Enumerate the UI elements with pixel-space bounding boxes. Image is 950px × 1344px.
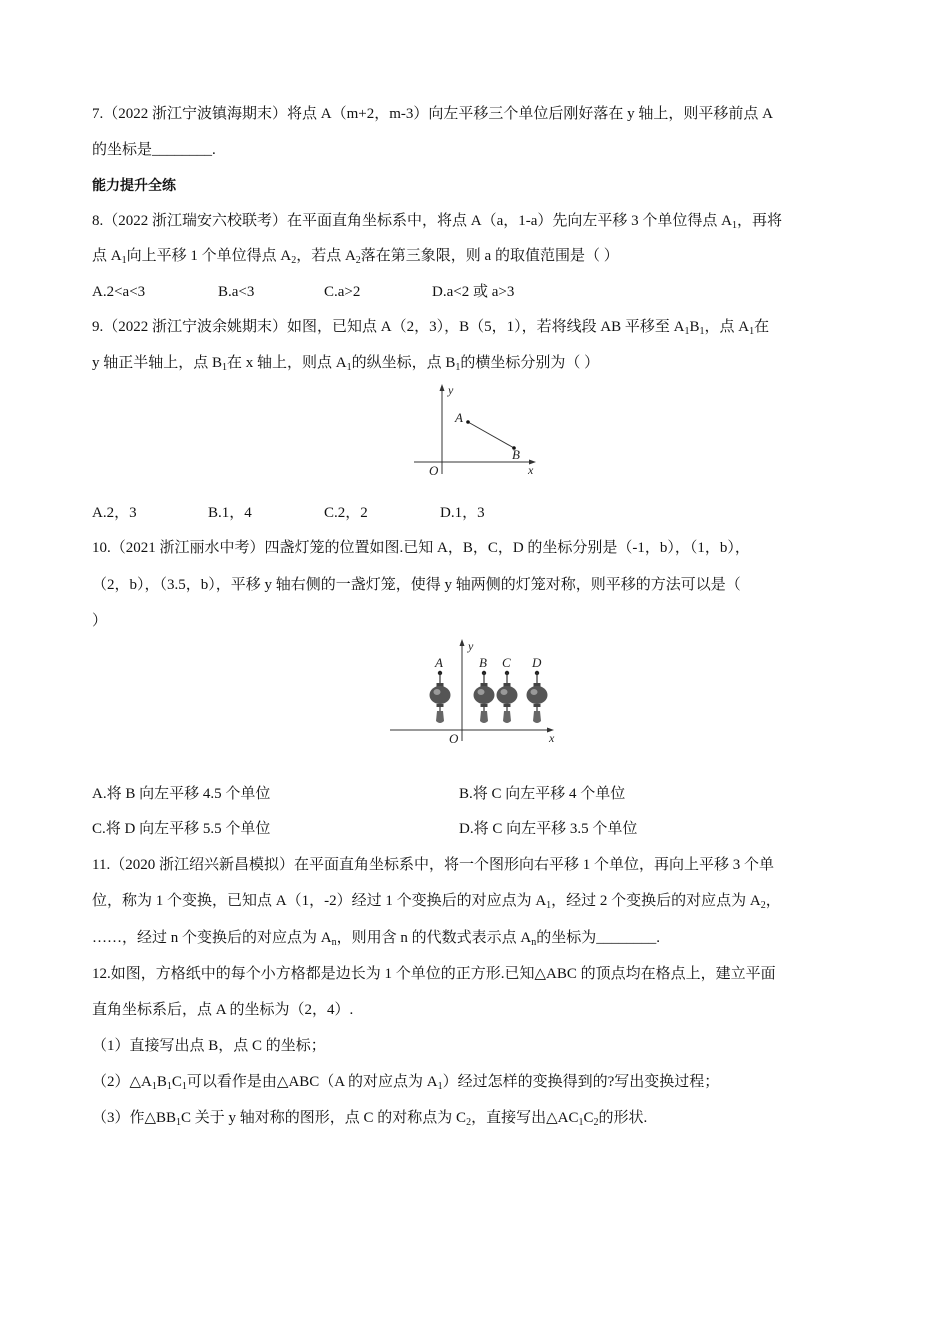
q11-line3: ……，经过 n 个变换后的对应点为 $A_n$，则用含 n 的代数式表示点 $A_n$的坐标为________.: [92, 930, 660, 948]
q12-line1: 12.如图，方格纸中的每个小方格都是边长为 1 个单位的正方形.已知△ABC 的顶点均在格点上，建立平面: [92, 966, 776, 982]
q10-label-a: A: [435, 655, 443, 670]
q9-y-arrow: [440, 384, 445, 391]
q9-option-d: D.1，3: [440, 505, 485, 521]
q9-option-c: C.2，2: [324, 505, 368, 521]
q7-line2: 的坐标是________.: [92, 142, 216, 158]
q9-option-a: A.2，3: [92, 505, 137, 521]
q9-y-label: y: [448, 383, 454, 397]
q10-line3: ）: [92, 613, 108, 629]
q10-origin-label: O: [449, 731, 459, 746]
q10-figure: [388, 636, 560, 746]
q8-option-b: B.a<3: [218, 284, 255, 300]
q10-option-a: A.将 B 向左平移 4.5 个单位: [92, 786, 271, 802]
q10-line1: 10.（2021 浙江丽水中考）四盏灯笼的位置如图.已知 A，B，C，D 的坐标分别是（-1，b），（1，b），: [92, 540, 750, 556]
q7-line1: 7.（2022 浙江宁波镇海期末）将点 A（m+2，m-3）向左平移三个单位后刚好落在 y 轴上，则平移前点 A: [92, 106, 773, 122]
q9-label-b: B: [512, 447, 520, 462]
q9-figure: [410, 382, 540, 478]
q8-option-d: D.a<2 或 a>3: [432, 284, 515, 300]
q9-segment-ab: [468, 422, 514, 448]
q10-y-arrow: [460, 639, 465, 646]
q9-option-b: B.1，4: [208, 505, 252, 521]
q9-line1: 9.（2022 浙江宁波余姚期末）如图，已知点 A（2，3），B（5，1），若将线段 AB 平移至 $A_1B_1$，点 $A_1$在: [92, 319, 770, 337]
q9-origin-label: O: [429, 463, 439, 478]
q9-line2: y 轴正半轴上，点 $B_1$在 x 轴上，则点 $A_1$的纵坐标，点 $B_1$的横坐标分别为（ ）: [92, 355, 600, 373]
q11-line1: 11.（2020 浙江绍兴新昌模拟）在平面直角坐标系中，将一个图形向右平移 1 个单位，再向上平移 3 个单: [92, 857, 774, 873]
q12-part1: （1）直接写出点 B，点 C 的坐标；: [92, 1038, 326, 1054]
q12-line2: 直角坐标系后，点 A 的坐标为（2，4）.: [92, 1002, 354, 1018]
q10-x-label: x: [549, 731, 555, 745]
q10-y-label: y: [468, 639, 474, 653]
q9-x-label: x: [528, 463, 534, 477]
q10-label-d: D: [532, 655, 542, 670]
section-title: 能力提升全练: [92, 178, 176, 194]
q10-option-b: B.将 C 向左平移 4 个单位: [459, 786, 626, 802]
q10-line2: （2，b），（3.5，b），平移 y 轴右侧的一盏灯笼，使得 y 轴两侧的灯笼对称，则平移的方法可以是（: [92, 577, 741, 593]
q10-lantern-a: [430, 671, 451, 723]
q10-option-d: D.将 C 向左平移 3.5 个单位: [459, 821, 638, 837]
q8-option-c: C.a>2: [324, 284, 361, 300]
q10-option-c: C.将 D 向左平移 5.5 个单位: [92, 821, 271, 837]
q8-line2: 点 $A_1$向上平移 1 个单位得点 $A_2$，若点 $A_2$落在第三象限，则 a 的取值范围是（ ）: [92, 248, 619, 266]
q11-line2: 位，称为 1 个变换，已知点 A（1，-2）经过 1 个变换后的对应点为 $A_1$，经过 2 个变换后的对应点为 $A_2$，: [92, 893, 781, 911]
q12-part3: （3）作$\triangle BB_1C$ 关于 y 轴对称的图形，点 C 的对称点为 $C_2$，直接写出$\triangle AC_1C_2$的形状.: [92, 1110, 648, 1128]
q8-line1: 8.（2022 浙江瑞安六校联考）在平面直角坐标系中，将点 A（a，1-a）先向左平移 3 个单位得点 $A_1$，再将: [92, 213, 782, 231]
q10-label-c: C: [502, 655, 511, 670]
q9-point-a: [466, 420, 470, 424]
q10-lantern-d: [527, 671, 548, 723]
q12-part2: $(2)\triangle A_1B_1C_1$可以看作是由△ABC（A 的对应点为 $A_1$）经过怎样的变换得到的?写出变换过程；: [92, 1074, 720, 1092]
q10-label-b: B: [479, 655, 487, 670]
q10-lantern-c: [497, 671, 518, 723]
q8-option-a: A.2<a<3: [92, 284, 146, 300]
q9-label-a: A: [455, 410, 463, 425]
q10-lantern-b: [474, 671, 495, 723]
